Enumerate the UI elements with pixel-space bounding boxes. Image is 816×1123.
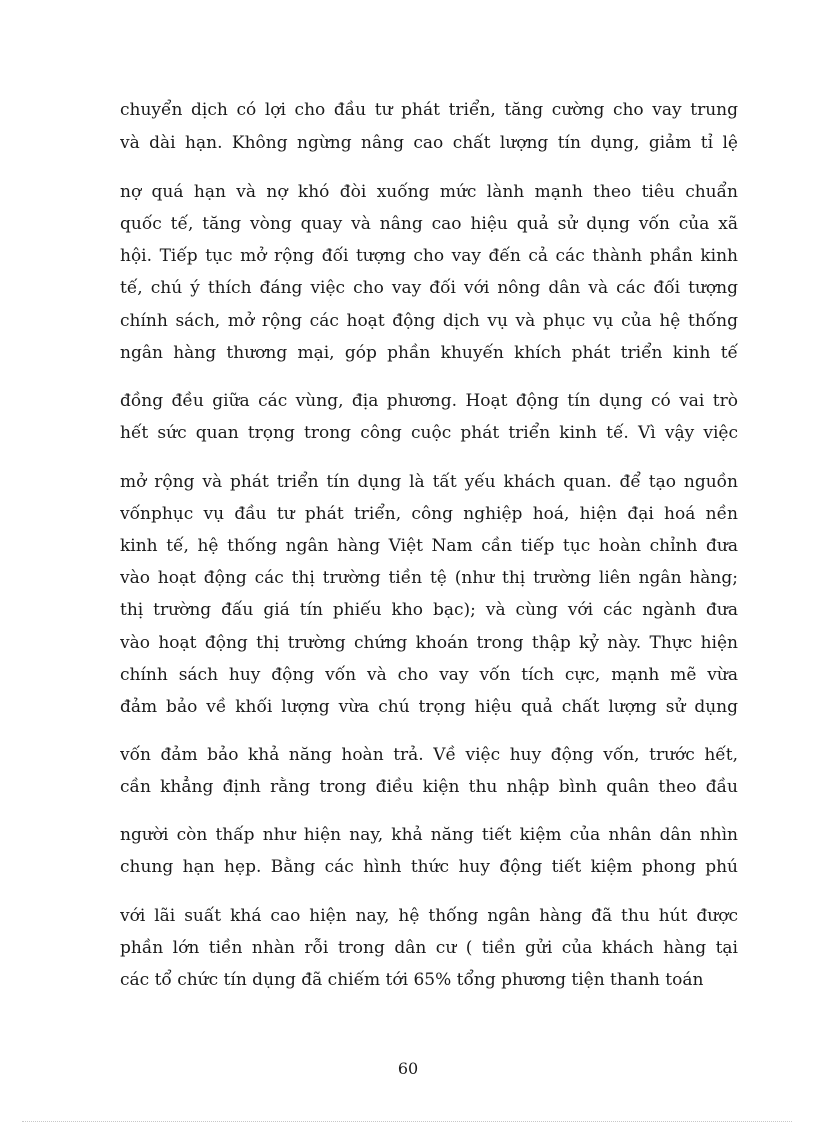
- text-line: ngân hàng thương mại, góp phần khuyến khích phát triển kinh tế: [120, 343, 738, 363]
- page-bottom-divider: [22, 1121, 792, 1122]
- text-line: vào hoạt động các thị trường tiền tệ (như thị trường liên ngân hàng;: [120, 568, 738, 588]
- text-line: kinh tế, hệ thống ngân hàng Việt Nam cần tiếp tục hoàn chỉnh đưa: [120, 536, 738, 556]
- text-line: nợ quá hạn và nợ khó đòi xuống mức lành mạnh theo tiêu chuẩn: [120, 182, 738, 202]
- text-line: vốn đảm bảo khả năng hoàn trả. Về việc huy động vốn, trước hết,: [120, 745, 738, 765]
- text-line: mở rộng và phát triển tín dụng là tất yếu khách quan. để tạo nguồn: [120, 472, 738, 492]
- text-line: phần lớn tiền nhàn rỗi trong dân cư ( tiền gửi của khách hàng tại: [120, 938, 738, 958]
- text-line: và dài hạn. Không ngừng nâng cao chất lượng tín dụng, giảm tỉ lệ: [120, 133, 738, 153]
- text-line: hội. Tiếp tục mở rộng đối tượng cho vay đến cả các thành phần kinh: [120, 246, 738, 266]
- text-line: vốnphục vụ đầu tư phát triển, công nghiệp hoá, hiện đại hoá nền: [120, 504, 738, 524]
- text-line: chuyển dịch có lợi cho đầu tư phát triển, tăng cường cho vay trung: [120, 100, 738, 120]
- text-line: hết sức quan trọng trong công cuộc phát triển kinh tế. Vì vậy việc: [120, 423, 738, 443]
- text-line: đảm bảo về khối lượng vừa chú trọng hiệu quả chất lượng sử dụng: [120, 697, 738, 717]
- text-line: các tổ chức tín dụng đã chiếm tới 65% tổng phương tiện thanh toán: [120, 970, 704, 990]
- text-line: với lãi suất khá cao hiện nay, hệ thống ngân hàng đã thu hút được: [120, 906, 738, 926]
- text-line: chính sách, mở rộng các hoạt động dịch vụ và phục vụ của hệ thống: [120, 311, 738, 331]
- text-line: cần khẳng định rằng trong điều kiện thu nhập bình quân theo đầu: [120, 777, 738, 797]
- text-line: người còn thấp như hiện nay, khả năng tiết kiệm của nhân dân nhìn: [120, 825, 738, 845]
- text-line: chung hạn hẹp. Bằng các hình thức huy động tiết kiệm phong phú: [120, 857, 738, 877]
- text-line: thị trường đấu giá tín phiếu kho bạc); và cùng với các ngành đưa: [120, 600, 738, 620]
- page-number: 60: [397, 1059, 419, 1078]
- text-line: chính sách huy động vốn và cho vay vốn tích cực, mạnh mẽ vừa: [120, 665, 738, 685]
- text-line: vào hoạt động thị trường chứng khoán trong thập kỷ này. Thực hiện: [120, 633, 738, 653]
- text-line: tế, chú ý thích đáng việc cho vay đối với nông dân và các đối tượng: [120, 278, 738, 298]
- text-line: quốc tế, tăng vòng quay và nâng cao hiệu quả sử dụng vốn của xã: [120, 214, 738, 234]
- text-line: đồng đều giữa các vùng, địa phương. Hoạt động tín dụng có vai trò: [120, 391, 738, 411]
